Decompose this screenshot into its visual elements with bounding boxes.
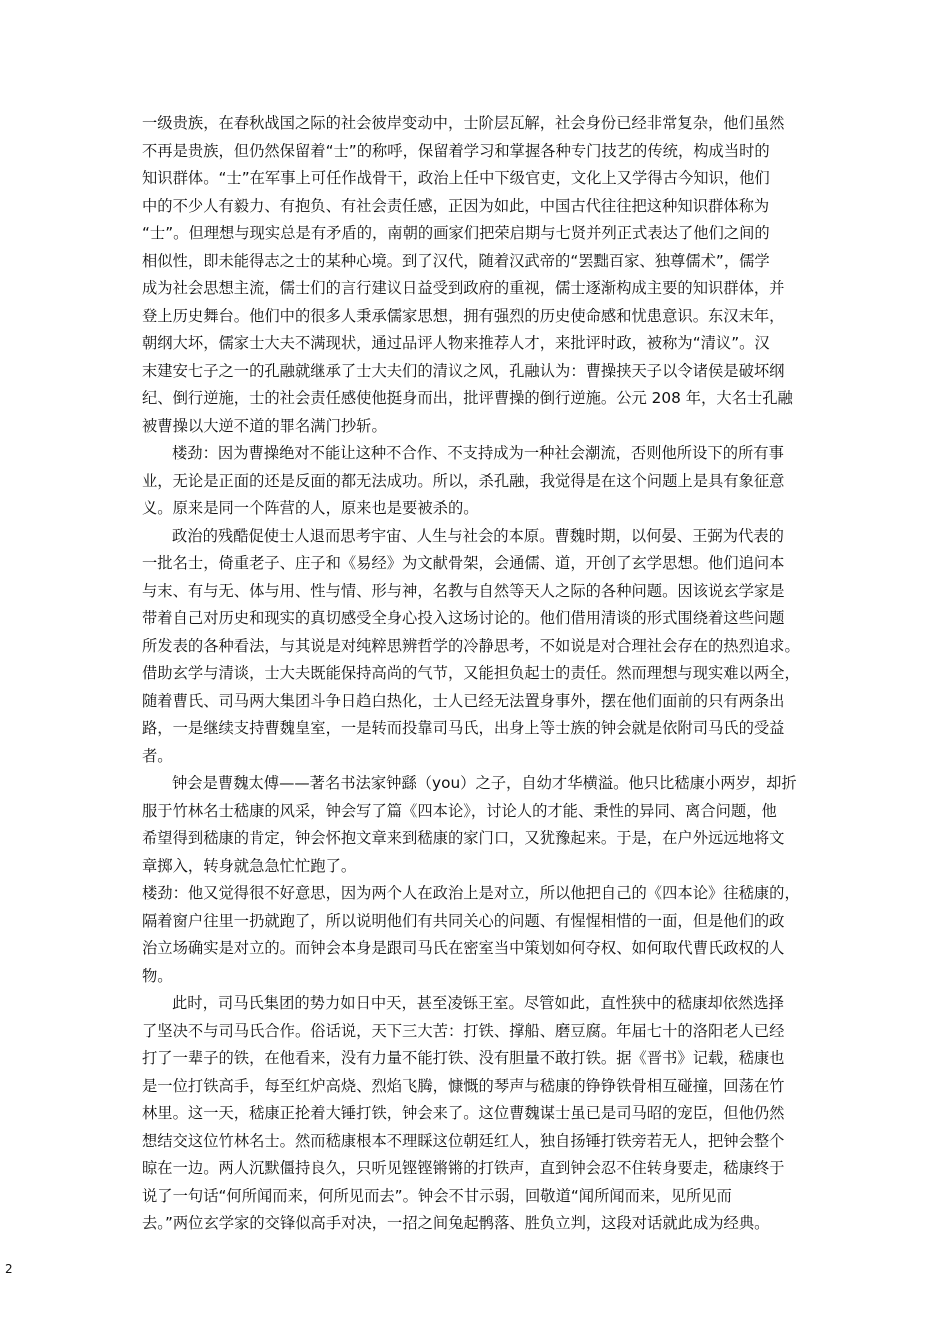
text-line: 一批名士，倚重老子、庄子和《易经》为文献骨架，会通儒、道，开创了玄学思想。他们追问本 [142, 554, 785, 572]
text-line: 登上历史舞台。他们中的很多人秉承儒家思想，拥有强烈的历史使命感和忧患意识。东汉末年， [142, 306, 785, 325]
page-number: 2 [5, 1262, 13, 1276]
text-line: 物。 [142, 966, 173, 985]
text-line: 想结交这位竹林名士。然而嵇康根本不理睬这位朝廷红人，独自扬锤打铁旁若无人，把钟会整个 [142, 1131, 785, 1150]
text-line: 不再是贵族，但仍然保留着“士”的称呼，保留着学习和掌握各种专门技艺的传统，构成当时的 [142, 141, 770, 160]
text-line: 借助玄学与清谈，士大夫既能保持高尚的气节，又能担负起士的责任。然而理想与现实难以两全， [142, 664, 800, 682]
text-line: 一级贵族，在春秋战国之际的社会彼岸变动中，士阶层瓦解，社会身份已经非常复杂，他们虽然 [142, 114, 785, 132]
text-line: 服于竹林名士嵇康的风采，钟会写了篇《四本论》，讨论人的才能、秉性的异同、离合问题，他 [142, 801, 777, 820]
text-line: 与末、有与无、体与用、性与情、形与神，名教与自然等天人之际的各种问题。因该说玄学家是 [142, 581, 785, 600]
text-line: 楼劲：他又觉得很不好意思，因为两个人在政治上是对立，所以他把自己的《四本论》往嵇康的， [142, 884, 800, 902]
text-line: 朝纲大坏，儒家士大夫不满现状，通过品评人物来推荐人才，来批评时政，被称为“清议”。汉 [142, 334, 770, 352]
text-line: “士”。但理想与现实总是有矛盾的，南朝的画家们把荣启期与七贤并列正式表达了他们之间的 [142, 224, 770, 242]
text-line: 章掷入，转身就急急忙忙跑了。 [142, 856, 357, 875]
text-line: 带着自己对历史和现实的真切感受全身心投入这场讨论的。他们借用清谈的形式围绕着这些问题 [142, 609, 785, 627]
text-line: 去。”两位玄学家的交锋似高手对决，一招之间兔起鹘落、胜负立判，这段对话就此成为经典。 [142, 1214, 770, 1232]
text-line: 政治的残酷促使士人退而思考宇宙、人生与社会的本原。曹魏时期，以何晏、王弼为代表的 [172, 526, 784, 545]
text-line: 义。原来是同一个阵营的人，原来也是要被杀的。 [142, 499, 479, 517]
text-line: 说了一句话“何所闻而来，何所见而去”。钟会不甘示弱，回敬道“闻所闻而来，见所见而 [142, 1186, 732, 1205]
text-line: 是一位打铁高手，每至红炉高烧、烈焰飞腾，慷慨的琴声与嵇康的铮铮铁骨相互碰撞，回荡在竹 [142, 1076, 785, 1095]
text-line: 治立场确实是对立的。而钟会本身是跟司马氏在密室当中策划如何夺权、如何取代曹氏政权的人 [142, 939, 785, 957]
text-line: 路，一是继续支持曹魏皇室，一是转而投靠司马氏，出身上等士族的钟会就是依附司马氏的受益 [142, 719, 785, 737]
text-line: 者。 [142, 746, 173, 765]
text-line: 林里。这一天，嵇康正抡着大锤打铁，钟会来了。这位曹魏谋士虽已是司马昭的宠臣，但他仍然 [142, 1104, 785, 1122]
text-line: 纪、倒行逆施，士的社会责任感使他挺身而出，批评曹操的倒行逆施。公元 208 年，大名士孔融 [142, 389, 793, 407]
text-line: 随着曹氏、司马两大集团斗争日趋白热化，士人已经无法置身事外，摆在他们面前的只有两条出 [142, 691, 785, 710]
text-line: 相似性，即未能得志之士的某种心境。到了汉代，随着汉武帝的“罢黜百家、独尊儒术”，儒学 [142, 251, 770, 270]
document-body [142, 110, 822, 1238]
text-line: 所发表的各种看法，与其说是对纯粹思辨哲学的冷静思考，不如说是对合理社会存在的热烈追求。 [142, 636, 800, 655]
text-line: 了坚决不与司马氏合作。俗话说，天下三大苦：打铁、撑船、磨豆腐。年届七十的洛阳老人已经 [142, 1021, 785, 1040]
text-line: 楼劲：因为曹操绝对不能让这种不合作、不支持成为一种社会潮流，否则他所设下的所有事 [172, 444, 784, 462]
text-line: 此时，司马氏集团的势力如日中天，甚至凌铄王室。尽管如此，直性狭中的嵇康却依然选择 [172, 994, 784, 1012]
text-line: 晾在一边。两人沉默僵持良久，只听见铿铿锵锵的打铁声，直到钟会忍不住转身要走，嵇康终于 [142, 1159, 785, 1177]
text-line: 知识群体。“士”在军事上可任作战骨干，政治上任中下级官吏，文化上又学得古今知识，他们 [142, 169, 770, 187]
text-line: 被曹操以大逆不道的罪名满门抄斩。 [142, 416, 387, 435]
text-line: 成为社会思想主流，儒士们的言行建议日益受到政府的重视，儒士逐渐构成主要的知识群体，并 [142, 279, 785, 297]
text-line: 中的不少人有毅力、有抱负、有社会责任感，正因为如此，中国古代往往把这种知识群体称为 [142, 196, 770, 215]
text-line: 打了一辈子的铁，在他看来，没有力量不能打铁、没有胆量不敢打铁。据《晋书》记载，嵇康也 [142, 1049, 785, 1067]
text-line: 末建安七子之一的孔融就继承了士大夫们的清议之风，孔融认为：曹操挟天子以令诸侯是破坏纲 [142, 361, 785, 380]
text-line: 希望得到嵇康的肯定，钟会怀抱文章来到嵇康的家门口，又犹豫起来。于是，在户外远远地将文 [142, 829, 785, 847]
text-line: 隔着窗户往里一扔就跑了，所以说明他们有共同关心的问题、有惺惺相惜的一面，但是他们的政 [142, 911, 785, 930]
text-line: 业，无论是正面的还是反面的都无法成功。所以，杀孔融，我觉得是在这个问题上是具有象征意 [142, 471, 785, 490]
text-line: 钟会是曹魏太傅——著名书法家钟繇（you）之子，自幼才华横溢。他只比嵇康小两岁，却折 [172, 774, 797, 792]
